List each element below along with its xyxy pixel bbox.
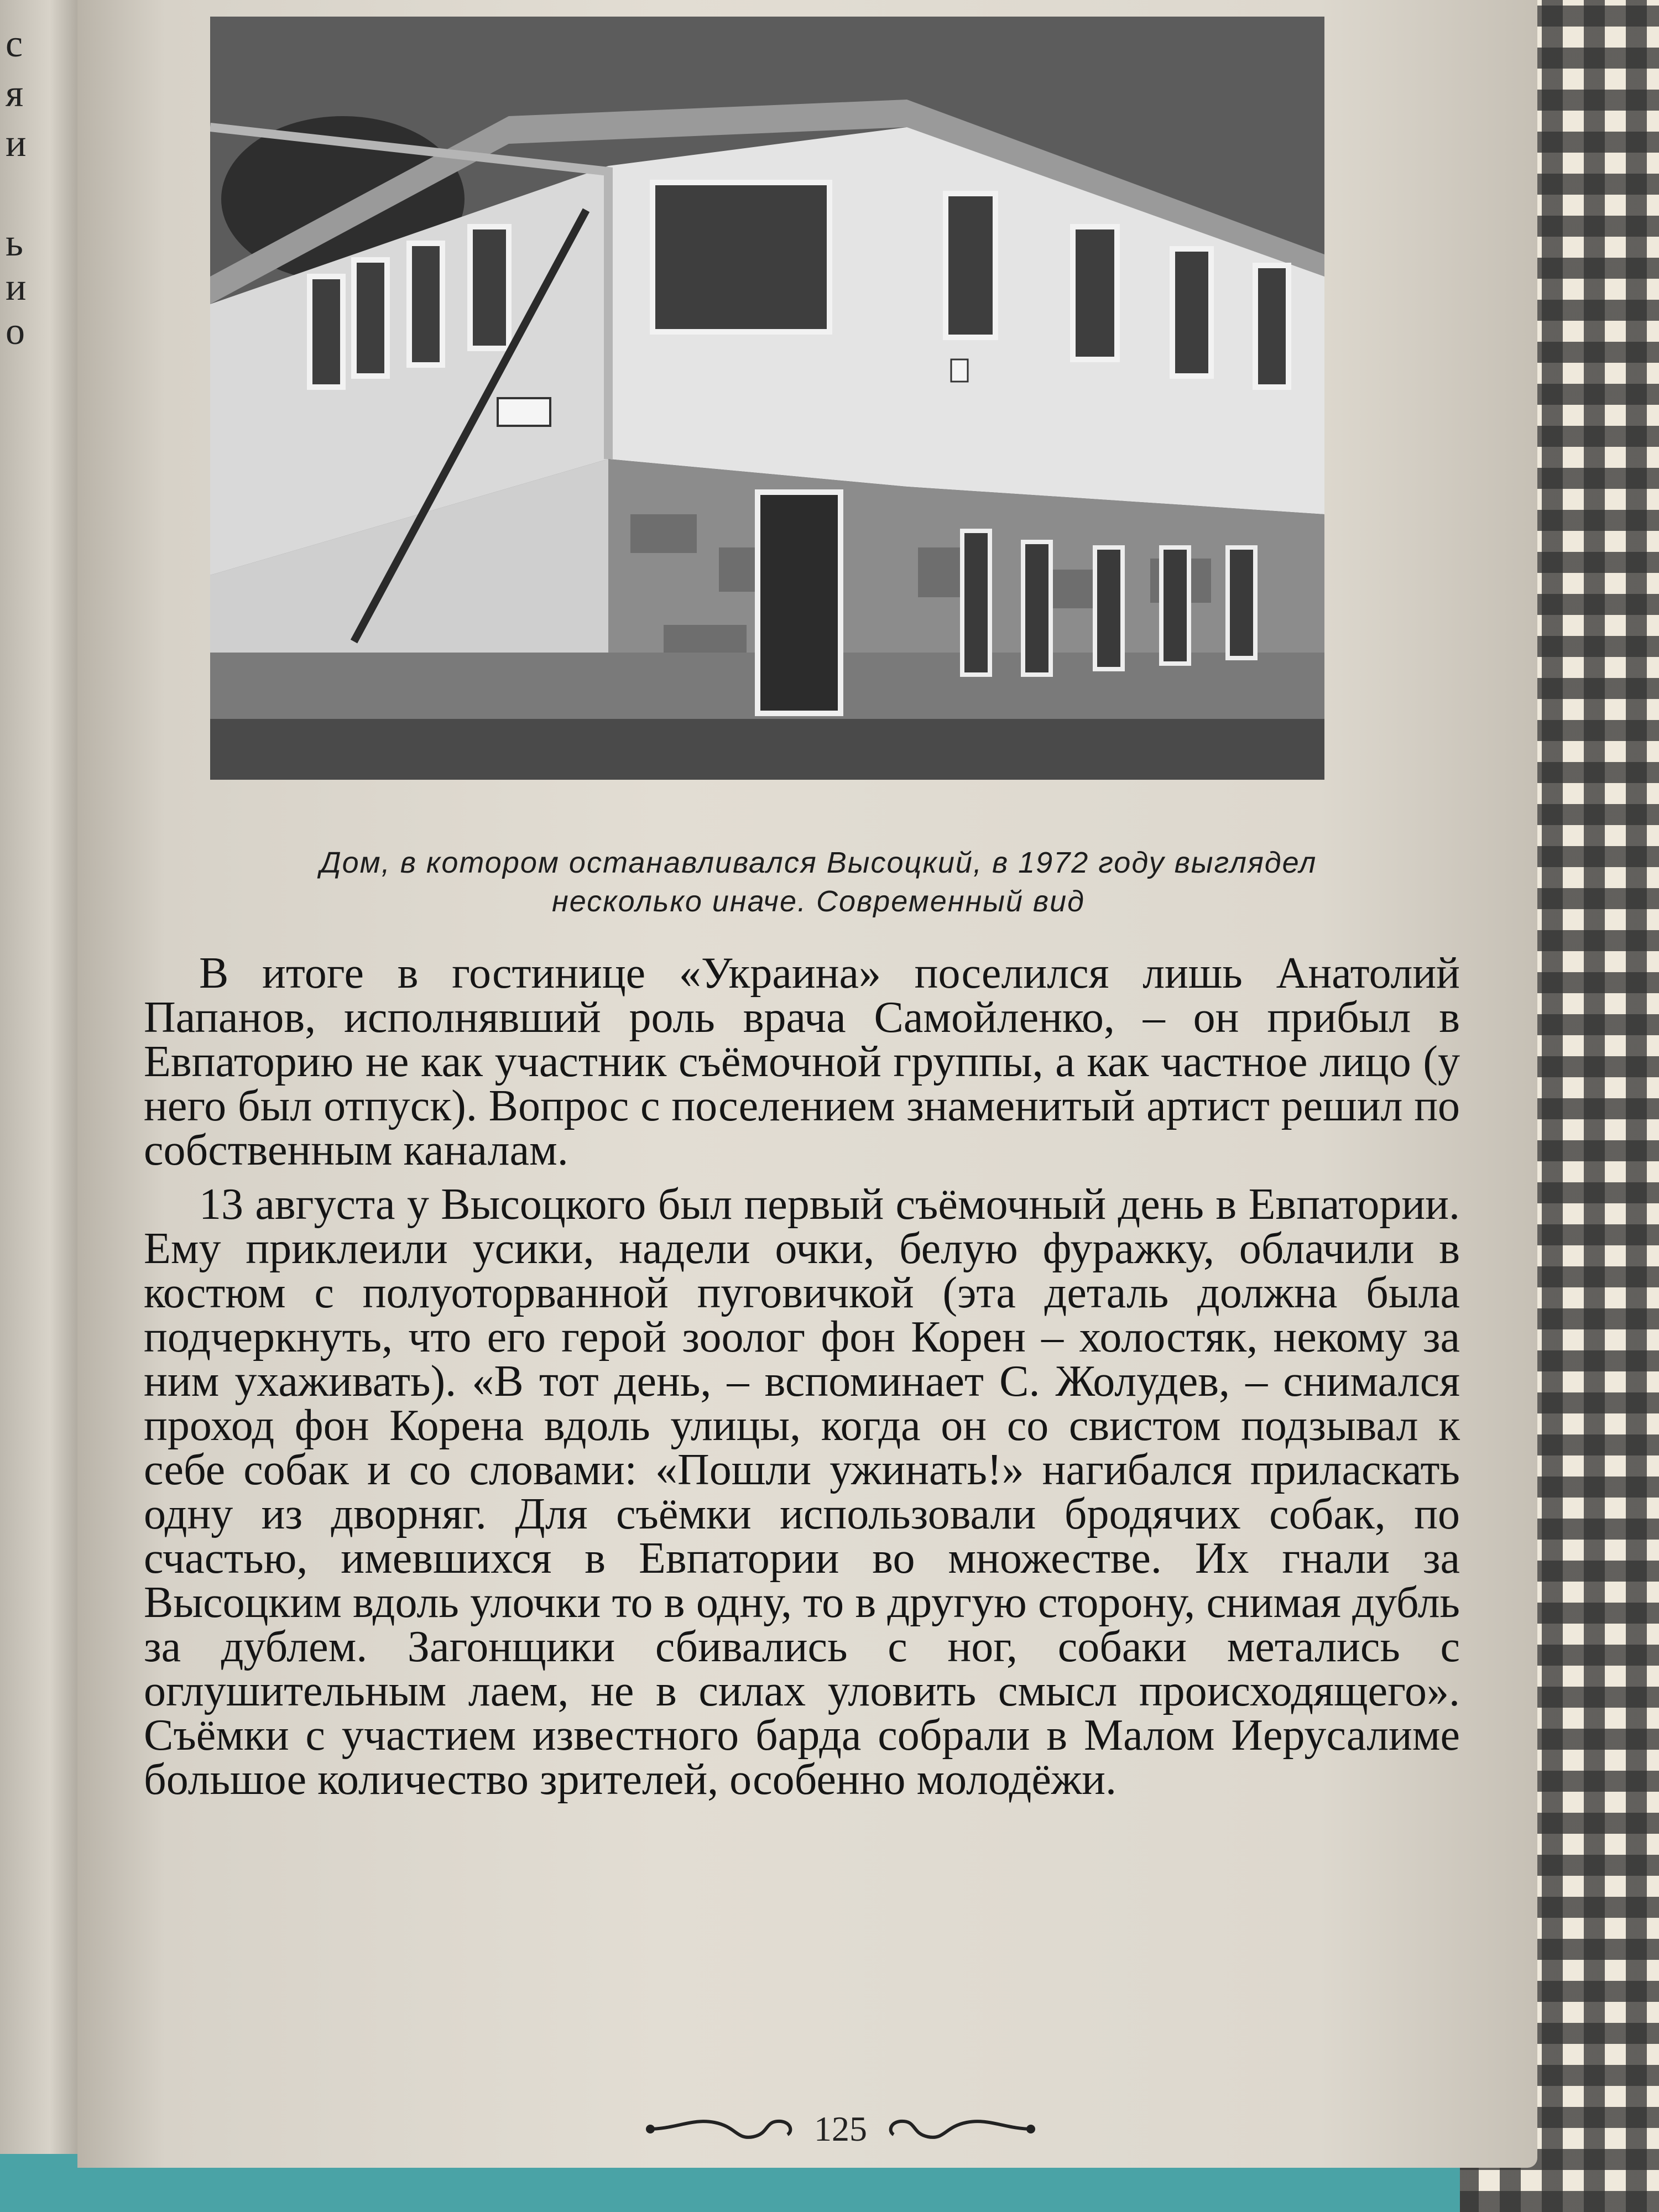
caption-line: Дом, в котором останавливался Высоцкий, в 1972 году выглядел: [320, 846, 1317, 879]
left-page-fragment: с: [6, 23, 23, 65]
previous-page-edge: [0, 0, 83, 2212]
page-number: 125: [814, 2109, 867, 2148]
photo-caption: [188, 843, 1449, 921]
paragraph: В итоге в гостинице «Украина» поселился лишь Анатолий Папанов, исполнявший роль врача Самойленко, – он прибыл в Евпаторию не как участник съёмочной группы, а как частное лицо (у него был отпуск). Вопрос с поселением знаменитый артист решил по собственным каналам.: [144, 949, 1460, 1175]
left-page-fragment: о: [6, 310, 25, 353]
house-illustration: [210, 17, 1324, 780]
house-photo: [210, 17, 1324, 780]
page-footer: [553, 2104, 1128, 2154]
left-page-fragment: и: [6, 266, 27, 309]
left-page-fragment: я: [6, 72, 24, 115]
body-text: [144, 951, 1460, 1812]
right-ornament-icon: [884, 2112, 1039, 2146]
caption-line: несколько иначе. Современный вид: [551, 885, 1086, 918]
left-ornament-icon: [643, 2112, 797, 2146]
left-page-fragment: ь: [6, 222, 23, 264]
left-page-fragment: и: [6, 122, 27, 165]
book-page: [77, 0, 1537, 2168]
paragraph: 13 августа у Высоцкого был первый съёмочный день в Евпатории. Ему приклеили усики, надели очки, белую фуражку, облачили в костюм с полуоторванной пуговичкой (эта деталь должна была подчеркнуть, что его герой зоолог фон Корен – холостяк, некому за ним ухаживать). «В тот день, – вспоминает С. Жолудев, – снимался проход фон Корена вдоль улицы, когда он со свистом подзывал к себе собак и со словами: «Пошли ужинать!» нагибался приласкать одну из дворняг. Для съёмки использовали бродячих собак, по счастью, имевшихся в Евпатории во множестве. Их гнали за Высоцким вдоль улочки то в одну, то в другую сторону, снимая дубль за дублем. Загонщики сбивались с ног, собаки метались с оглушительным лаем, не в силах уловить смысл происходящего». Съёмки с участием известного барда собрали в Малом Иерусалиме большое количество зрителей, особенно молодёжи.: [144, 1180, 1460, 1804]
